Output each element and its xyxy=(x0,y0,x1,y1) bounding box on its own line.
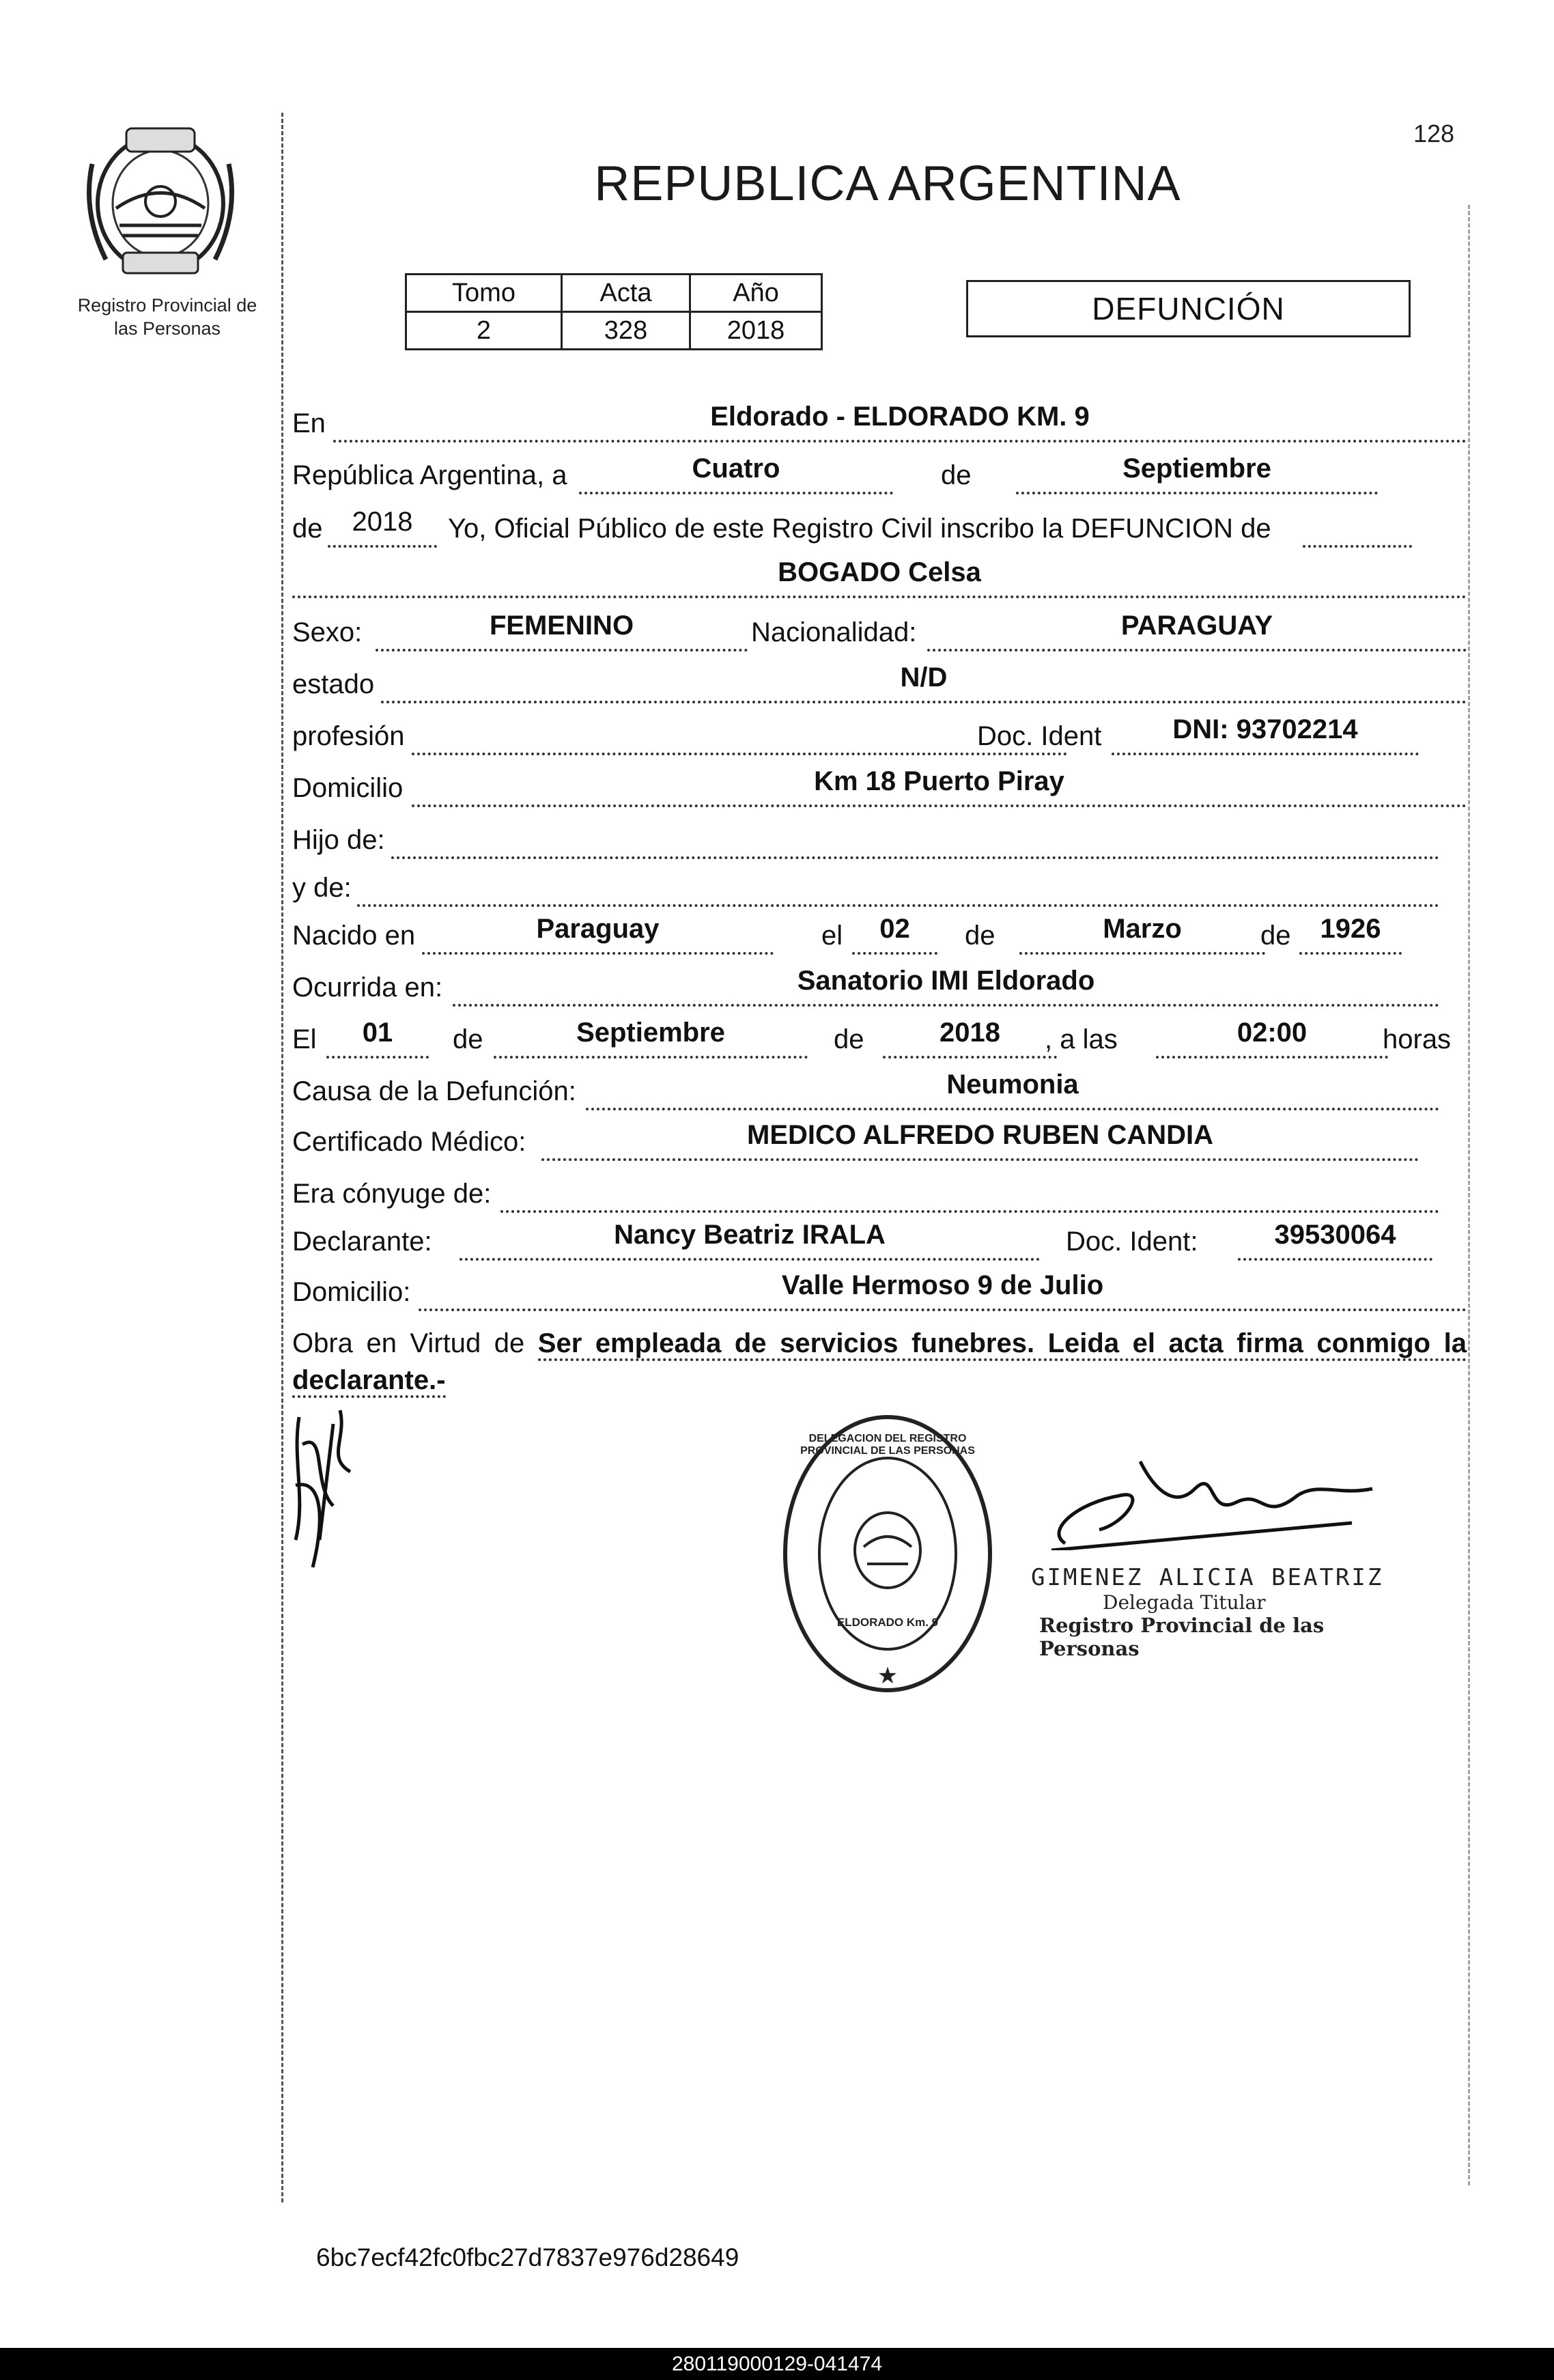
nacionalidad-value: PARAGUAY xyxy=(1120,611,1273,641)
domicilio-value: Km 18 Puerto Piray xyxy=(814,766,1064,796)
en-label: En xyxy=(292,408,326,438)
doc-ident-value: DNI: 93702214 xyxy=(1172,714,1358,744)
row-anio xyxy=(292,507,1467,555)
row-sexo xyxy=(292,611,1467,658)
anio-value: 2018 xyxy=(690,312,822,350)
el-year-field xyxy=(883,1015,1057,1059)
declarante-value: Nancy Beatriz IRALA xyxy=(614,1220,886,1250)
ocurrida-label: Ocurrida en: xyxy=(292,972,443,1003)
row-nacido xyxy=(292,914,1467,962)
acta-header: Acta xyxy=(562,275,690,312)
declarante-doc-value: 39530064 xyxy=(1274,1220,1396,1250)
alas-label: , a las xyxy=(1045,1024,1118,1054)
official-org: Registro Provincial de las Personas xyxy=(1039,1614,1325,1660)
obra-value: Ser empleada de servicios funebres. Leida el acta firma conmigo la declarante.- xyxy=(292,1328,1467,1398)
nacido-el-label: el xyxy=(821,921,843,951)
right-margin-line xyxy=(1468,205,1472,2185)
hijo-de-label: Hijo de: xyxy=(292,825,385,855)
el-label: El xyxy=(292,1024,317,1054)
y-de-label: y de: xyxy=(292,873,352,903)
nacido-month-field xyxy=(1019,911,1265,955)
certificado-label: Certificado Médico: xyxy=(292,1127,526,1157)
tomo-header: Tomo xyxy=(406,275,562,312)
day-field xyxy=(579,451,893,494)
month-field xyxy=(1016,451,1378,494)
row-causa xyxy=(292,1069,1467,1117)
sexo-value: FEMENINO xyxy=(489,611,634,641)
obra-label: Obra en Virtud de xyxy=(292,1328,525,1358)
row-hijo-de xyxy=(292,825,1467,866)
el-time-field xyxy=(1156,1015,1388,1059)
nombre-field xyxy=(292,555,1467,598)
official-seal xyxy=(778,1407,997,1707)
margin-initials-signature xyxy=(285,1403,361,1581)
acta-value: 328 xyxy=(562,312,690,350)
doc-ident-label: Doc. Ident xyxy=(977,721,1102,751)
nacido-label: Nacido en xyxy=(292,921,416,951)
profesion-label: profesión xyxy=(292,721,405,751)
row-el xyxy=(292,1018,1467,1065)
nacido-de2-label: de xyxy=(1260,921,1291,951)
conyuge-field xyxy=(500,1169,1439,1213)
obra-en-virtud xyxy=(292,1325,1467,1399)
barcode-footer xyxy=(0,2348,1554,2380)
estado-field xyxy=(381,660,1467,703)
day-value: Cuatro xyxy=(692,453,780,484)
province-crest-logo xyxy=(79,123,242,280)
tomo-value: 2 xyxy=(406,312,562,350)
domicilio-declarante-value: Valle Hermoso 9 de Julio xyxy=(781,1270,1104,1300)
nacionalidad-label: Nacionalidad: xyxy=(751,617,917,647)
row-domicilio xyxy=(292,766,1467,814)
page-number: 128 xyxy=(1413,120,1455,148)
en-value: Eldorado - ELDORADO KM. 9 xyxy=(710,402,1090,432)
row-conyuge xyxy=(292,1179,1467,1220)
en-field xyxy=(333,399,1467,443)
nacido-day-field xyxy=(852,911,937,955)
doc-ident-field xyxy=(1112,712,1419,755)
row-domicilio-declarante xyxy=(292,1270,1467,1318)
row-en xyxy=(292,402,1467,449)
book-reference-table xyxy=(405,273,823,350)
official-name: GIMENEZ ALICIA BEATRIZ xyxy=(1031,1564,1384,1591)
inscribo-trail-field xyxy=(1303,504,1412,548)
svg-text:★: ★ xyxy=(877,1662,899,1690)
estado-label: estado xyxy=(292,669,375,699)
row-declarante xyxy=(292,1220,1467,1268)
month-value: Septiembre xyxy=(1122,453,1271,484)
ocurrida-value: Sanatorio IMI Eldorado xyxy=(797,966,1095,996)
domicilio-label: Domicilio xyxy=(292,773,404,803)
nacido-year-value: 1926 xyxy=(1320,914,1381,944)
official-role: Delegada Titular xyxy=(1103,1591,1266,1614)
fecha-label: República Argentina, a xyxy=(292,460,567,490)
record-type-box: DEFUNCIÓN xyxy=(966,280,1411,337)
nacido-de1-label: de xyxy=(965,921,995,951)
anio-header: Año xyxy=(690,275,822,312)
row-estado xyxy=(292,662,1467,710)
seal-outer-text: DELEGACION DEL REGISTRO PROVINCIAL DE LAS PERSONAS xyxy=(800,1433,975,1457)
certificado-field xyxy=(541,1117,1419,1161)
anio-field xyxy=(328,504,437,548)
sexo-label: Sexo: xyxy=(292,617,363,647)
nacionalidad-field xyxy=(927,608,1467,652)
el-year-value: 2018 xyxy=(940,1018,1000,1048)
barcode-number: 280119000129-041474 xyxy=(671,2353,883,2375)
seal-inner-text: ELDORADO Km. 9 xyxy=(836,1616,939,1629)
row-fecha xyxy=(292,453,1467,501)
nacido-year-field xyxy=(1299,911,1402,955)
horas-label: horas xyxy=(1383,1024,1452,1054)
left-margin-line xyxy=(281,113,285,2202)
inscribo-text: Yo, Oficial Público de este Registro Civil inscribo la DEFUNCION de xyxy=(448,514,1271,544)
domicilio-field xyxy=(412,764,1467,807)
estado-value: N/D xyxy=(900,662,948,692)
el-de2-label: de xyxy=(834,1024,864,1054)
el-day-value: 01 xyxy=(362,1018,393,1048)
el-month-field xyxy=(494,1015,808,1059)
causa-label: Causa de la Defunción: xyxy=(292,1076,576,1106)
row-y-de xyxy=(292,873,1467,914)
el-day-field xyxy=(326,1015,429,1059)
conyuge-label: Era cónyuge de: xyxy=(292,1179,492,1209)
el-month-value: Septiembre xyxy=(576,1018,725,1048)
hijo-de-field xyxy=(391,815,1439,859)
domicilio-declarante-field xyxy=(419,1268,1467,1311)
certificado-value: MEDICO ALFREDO RUBEN CANDIA xyxy=(747,1120,1213,1150)
registry-caption: Registro Provincial de las Personas xyxy=(77,295,257,339)
y-de-field xyxy=(357,863,1439,907)
el-de1-label: de xyxy=(453,1024,483,1054)
row-profesion xyxy=(292,714,1467,762)
nacido-place-field xyxy=(422,911,774,955)
causa-value: Neumonia xyxy=(946,1069,1079,1100)
row-nombre xyxy=(292,557,1467,605)
row-ocurrida xyxy=(292,966,1467,1013)
document-hash: 6bc7ecf42fc0fbc27d7837e976d28649 xyxy=(316,2243,739,2271)
domicilio-declarante-label: Domicilio: xyxy=(292,1277,411,1307)
row-certificado xyxy=(292,1120,1467,1168)
nacido-place-value: Paraguay xyxy=(536,914,660,944)
profesion-field xyxy=(412,712,1067,755)
nacido-day-value: 02 xyxy=(879,914,910,944)
el-time-value: 02:00 xyxy=(1237,1018,1308,1048)
declarante-label: Declarante: xyxy=(292,1227,432,1257)
declarante-doc-field xyxy=(1238,1217,1432,1261)
sexo-field xyxy=(376,608,748,652)
anio-value: 2018 xyxy=(352,507,413,537)
official-signature xyxy=(1038,1448,1379,1550)
fecha-de-label: de xyxy=(941,460,972,490)
ocurrida-field xyxy=(453,963,1439,1007)
official-stamp xyxy=(1031,1564,1386,1660)
nombre-value: BOGADO Celsa xyxy=(778,557,981,587)
causa-field xyxy=(586,1067,1439,1110)
nacido-month-value: Marzo xyxy=(1103,914,1182,944)
anio-de-label: de xyxy=(292,514,323,544)
declarante-field xyxy=(460,1217,1040,1261)
page-title: REPUBLICA ARGENTINA xyxy=(594,156,1181,211)
declarante-doc-label: Doc. Ident: xyxy=(1066,1227,1198,1257)
